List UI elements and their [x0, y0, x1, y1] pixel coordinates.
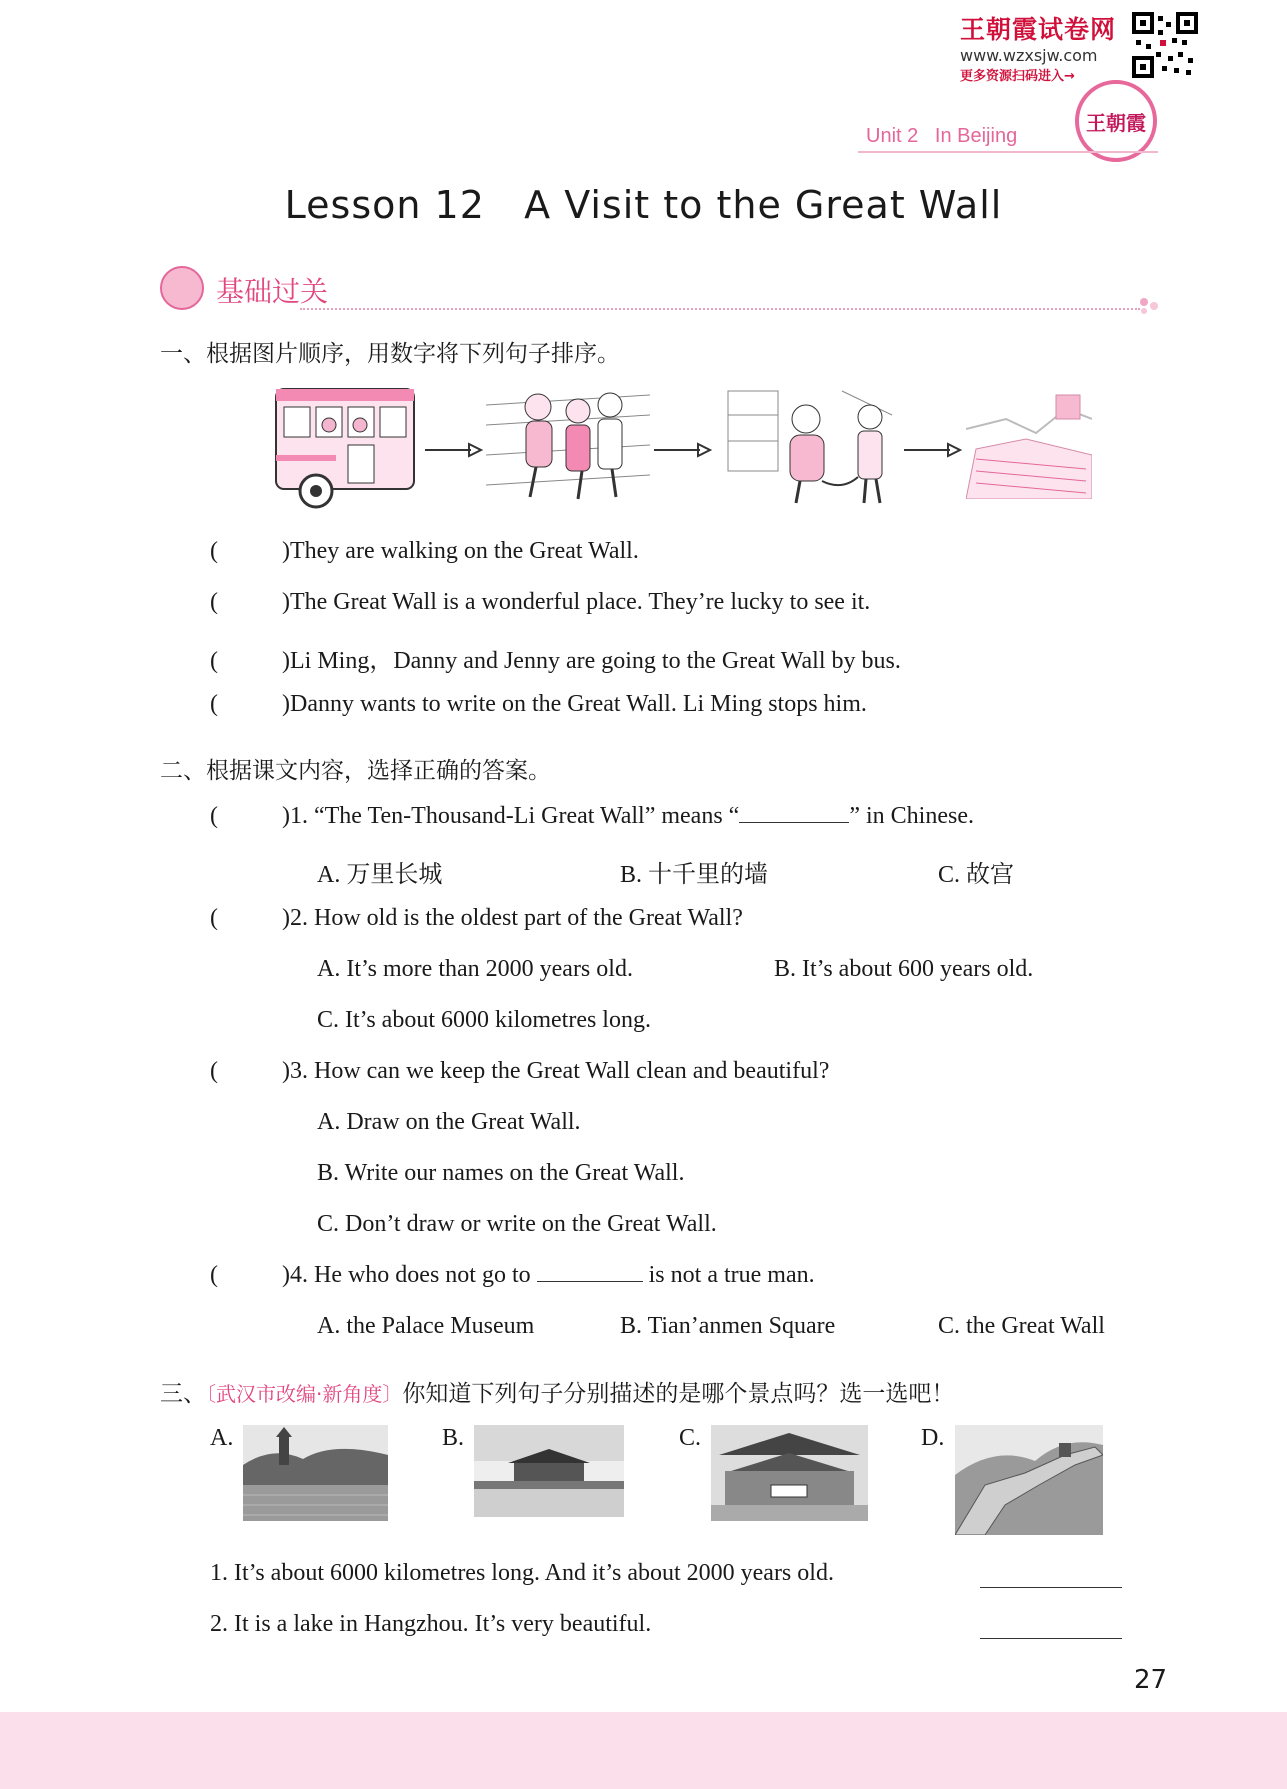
part3-heading-text: 你知道下列句子分别描述的是哪个景点吗？选一选吧！	[402, 1381, 955, 1407]
west-lake-photo	[243, 1425, 388, 1521]
unit-underline	[858, 151, 1158, 153]
answer-paren[interactable]: (	[210, 538, 218, 564]
great-wall-sketch-picture	[966, 389, 1092, 499]
option-c[interactable]: C. It’s about 6000 kilometres long.	[317, 1007, 651, 1033]
sentence-text: )The Great Wall is a wonderful place. They’re lucky to see it.	[282, 589, 871, 615]
question-stem: )1. “The Ten-Thousand-Li Great Wall” means “	[282, 803, 740, 829]
list-item: 1. It’s about 6000 kilometres long. And it’s about 2000 years old.	[210, 1560, 834, 1586]
fill-blank[interactable]	[537, 1263, 643, 1282]
section-badge-icon	[160, 266, 204, 310]
list-item	[210, 691, 867, 718]
answer-paren[interactable]: (	[210, 1262, 218, 1288]
option-c[interactable]: C. 故宫	[938, 862, 1015, 888]
list-item	[210, 640, 901, 675]
photo-label-b: B.	[442, 1425, 465, 1451]
bus-picture	[272, 385, 420, 511]
question-2	[210, 905, 743, 932]
sentence-text: )Danny wants to write on the Great Wall. Li Ming stops him.	[282, 691, 867, 717]
qr-code-icon[interactable]	[1132, 12, 1198, 78]
section-divider	[300, 308, 1140, 310]
decor-dots-icon	[1138, 296, 1162, 316]
fill-blank[interactable]	[739, 804, 849, 823]
answer-paren[interactable]: (	[210, 905, 218, 931]
page-title: Lesson 12 A Visit to the Great Wall	[284, 183, 1003, 227]
answer-blank[interactable]	[980, 1587, 1122, 1588]
answer-blank[interactable]	[980, 1638, 1122, 1639]
children-walking-picture	[486, 385, 650, 507]
great-wall-photo	[955, 1425, 1103, 1535]
sentence-text: )Li Ming，Danny and Jenny are going to the Great Wall by bus.	[282, 648, 901, 674]
option-b[interactable]: B. Write our names on the Great Wall.	[317, 1160, 685, 1186]
option-b[interactable]: B. It’s about 600 years old.	[774, 956, 1034, 982]
brand-url[interactable]: www.wzxsjw.com	[960, 46, 1098, 65]
photo-label-a: A.	[210, 1425, 234, 1451]
option-a[interactable]: A. the Palace Museum	[317, 1313, 535, 1339]
option-c[interactable]: C. the Great Wall	[938, 1313, 1105, 1339]
list-item: 2. It is a lake in Hangzhou. It’s very beautiful.	[210, 1611, 652, 1637]
option-a[interactable]: A. It’s more than 2000 years old.	[317, 956, 633, 982]
photo-label-c: C.	[679, 1425, 702, 1451]
option-c[interactable]: C. Don’t draw or write on the Great Wall.	[317, 1211, 717, 1237]
brand-block	[960, 10, 1130, 84]
part3-number: 三、	[160, 1381, 206, 1407]
palace-museum-photo	[711, 1425, 868, 1521]
sentence-text: )They are walking on the Great Wall.	[282, 538, 639, 564]
brand-title: 王朝霞试卷网	[960, 15, 1117, 44]
source-tag: 〔武汉市改编·新角度〕	[206, 1382, 403, 1406]
arrow-right-icon	[423, 440, 483, 460]
part2-heading: 二、根据课文内容，选择正确的答案。	[160, 758, 551, 784]
answer-paren[interactable]: (	[210, 648, 218, 674]
brand-seal	[1075, 80, 1157, 162]
section-title: 基础过关	[216, 275, 329, 308]
seal-text: 王朝霞	[1086, 110, 1146, 135]
question-stem-end: is not a true man.	[648, 1262, 815, 1288]
part1-heading: 一、根据图片顺序，用数字将下列句子排序。	[160, 341, 620, 367]
answer-paren[interactable]: (	[210, 691, 218, 717]
tiananmen-photo	[474, 1425, 624, 1517]
arrow-right-icon	[902, 440, 962, 460]
question-stem: )4. He who does not go to	[282, 1262, 531, 1288]
page-number: 27	[1134, 1665, 1168, 1695]
answer-paren[interactable]: (	[210, 803, 218, 829]
option-a[interactable]: A. 万里长城	[317, 862, 443, 888]
footer-band	[0, 1712, 1287, 1789]
question-4	[210, 1262, 815, 1289]
arrow-right-icon	[652, 440, 712, 460]
danny-stopped-picture	[722, 385, 898, 509]
option-b[interactable]: B. Tian’anmen Square	[620, 1313, 836, 1339]
unit-label: Unit 2 In Beijing	[866, 125, 1018, 147]
question-stem: )3. How can we keep the Great Wall clean and beautiful?	[282, 1058, 830, 1084]
option-b[interactable]: B. 十千里的墙	[620, 862, 769, 888]
list-item	[210, 589, 870, 616]
question-3	[210, 1058, 829, 1085]
question-stem: )2. How old is the oldest part of the Great Wall?	[282, 905, 743, 931]
question-stem-end: ” in Chinese.	[849, 803, 974, 829]
question-1	[210, 803, 974, 830]
answer-paren[interactable]: (	[210, 1058, 218, 1084]
list-item	[210, 538, 639, 565]
option-a[interactable]: A. Draw on the Great Wall.	[317, 1109, 581, 1135]
part3-heading	[160, 1375, 954, 1408]
photo-label-d: D.	[921, 1425, 945, 1451]
brand-scan-hint: 更多资源扫码进入→	[960, 69, 1075, 84]
answer-paren[interactable]: (	[210, 589, 218, 615]
